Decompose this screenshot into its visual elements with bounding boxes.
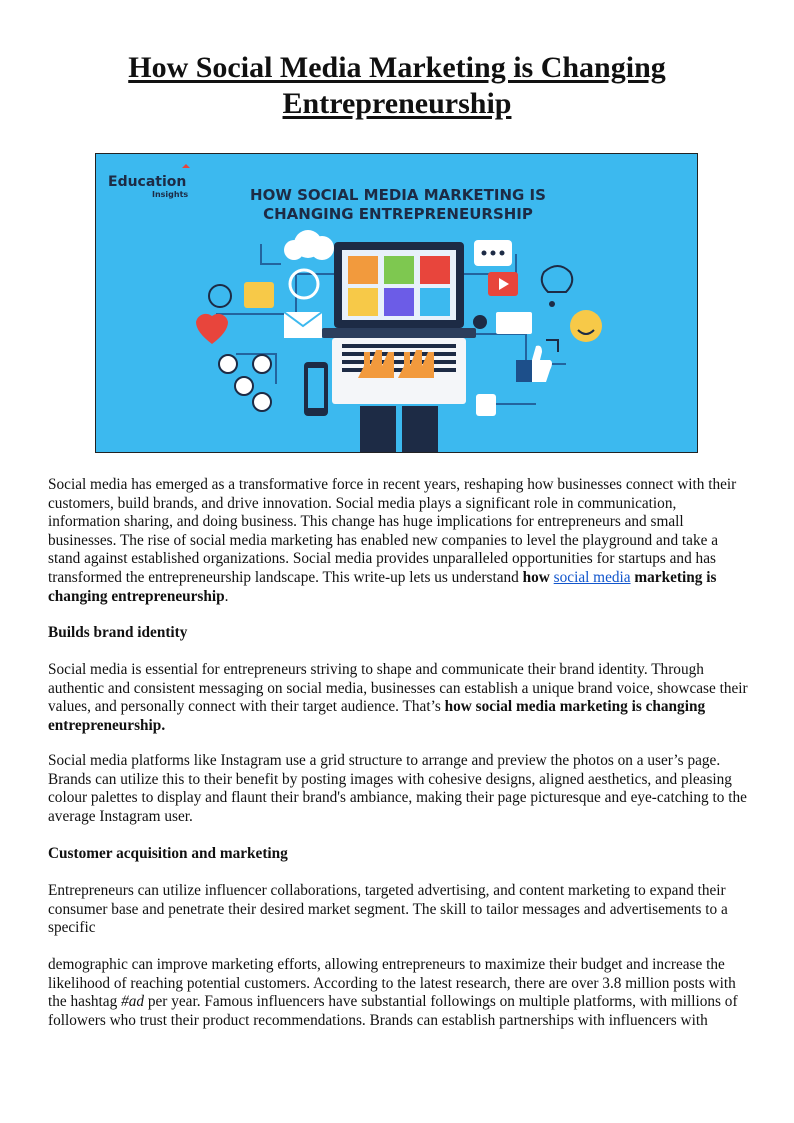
coffee-cup-icon [476, 394, 496, 416]
banner-line2: CHANGING ENTREPRENEURSHIP [263, 205, 533, 223]
intro-paragraph: Social media has emerged as a transformative force in recent years, reshaping how businesses connect with their customers, build brands, and drive innovation. Social media plays a significant role in communication, information sharing, and doing business. This change has huge implications for entrepreneurs and small businesses. The rise of social media marketing has enabled new companies to level the playground and take a stand against established organizations. Social media provides unparalleled opportunities for startups and has transformed the entrepreneurship landscape. This write-up lets us understand how social media marketing is changing entrepreneurship. [48, 476, 737, 605]
thumbs-up-icon [516, 360, 532, 382]
section1-paragraph2: Social media platforms like Instagram use a grid structure to arrange and preview the photos on a user’s page. Brands can utilize this to their benefit by posting images with cohesive designs, aligned aesthetics, and pleasing colour palettes to display and flaunt their brand's ambiance, making their page picturesque and eye-catching to the average Instagram user. [48, 752, 747, 825]
section2-paragraph2: demographic can improve marketing efforts, allowing entrepreneurs to maximize their budget and increase the likelihood of reaching potential customers. According to the latest research, there are over 3.8 million posts with the hashtag #ad per year. Famous influencers have substantial followings on multiple platforms, with millions of followers who trust their product recommendations. Brands can establish partnerships with influencers with [48, 956, 738, 1029]
page-title: How Social Media Marketing is Changing Entrepreneurship [128, 51, 666, 120]
banner-line1: HOW SOCIAL MEDIA MARKETING IS [250, 186, 546, 204]
profile-card-icon [496, 312, 532, 334]
section2-paragraph1: Entrepreneurs can utilize influencer collaborations, targeted advertising, and content marketing to expand their consumer base and penetrate their desired market segment. The skill to tailor messages and advertisements to a specific [48, 882, 728, 937]
logo-line1: Education [108, 174, 187, 190]
hero-image [95, 153, 698, 453]
section1-heading: Builds brand identity [48, 624, 188, 641]
folder-icon [244, 282, 274, 308]
section1-paragraph1: Social media is essential for entrepreneurs striving to shape and communicate their brand identity. Through authentic and consistent messaging on social media, businesses can establish a unique brand voice, showcase their values, and personally connect with their target audience. That’s how social media marketing is changing entrepreneurship. [48, 661, 748, 734]
smiley-icon [570, 310, 602, 342]
section2-heading: Customer acquisition and marketing [48, 845, 288, 862]
logo-line2: Insights [152, 190, 189, 199]
social-media-link[interactable]: social media [553, 568, 631, 586]
